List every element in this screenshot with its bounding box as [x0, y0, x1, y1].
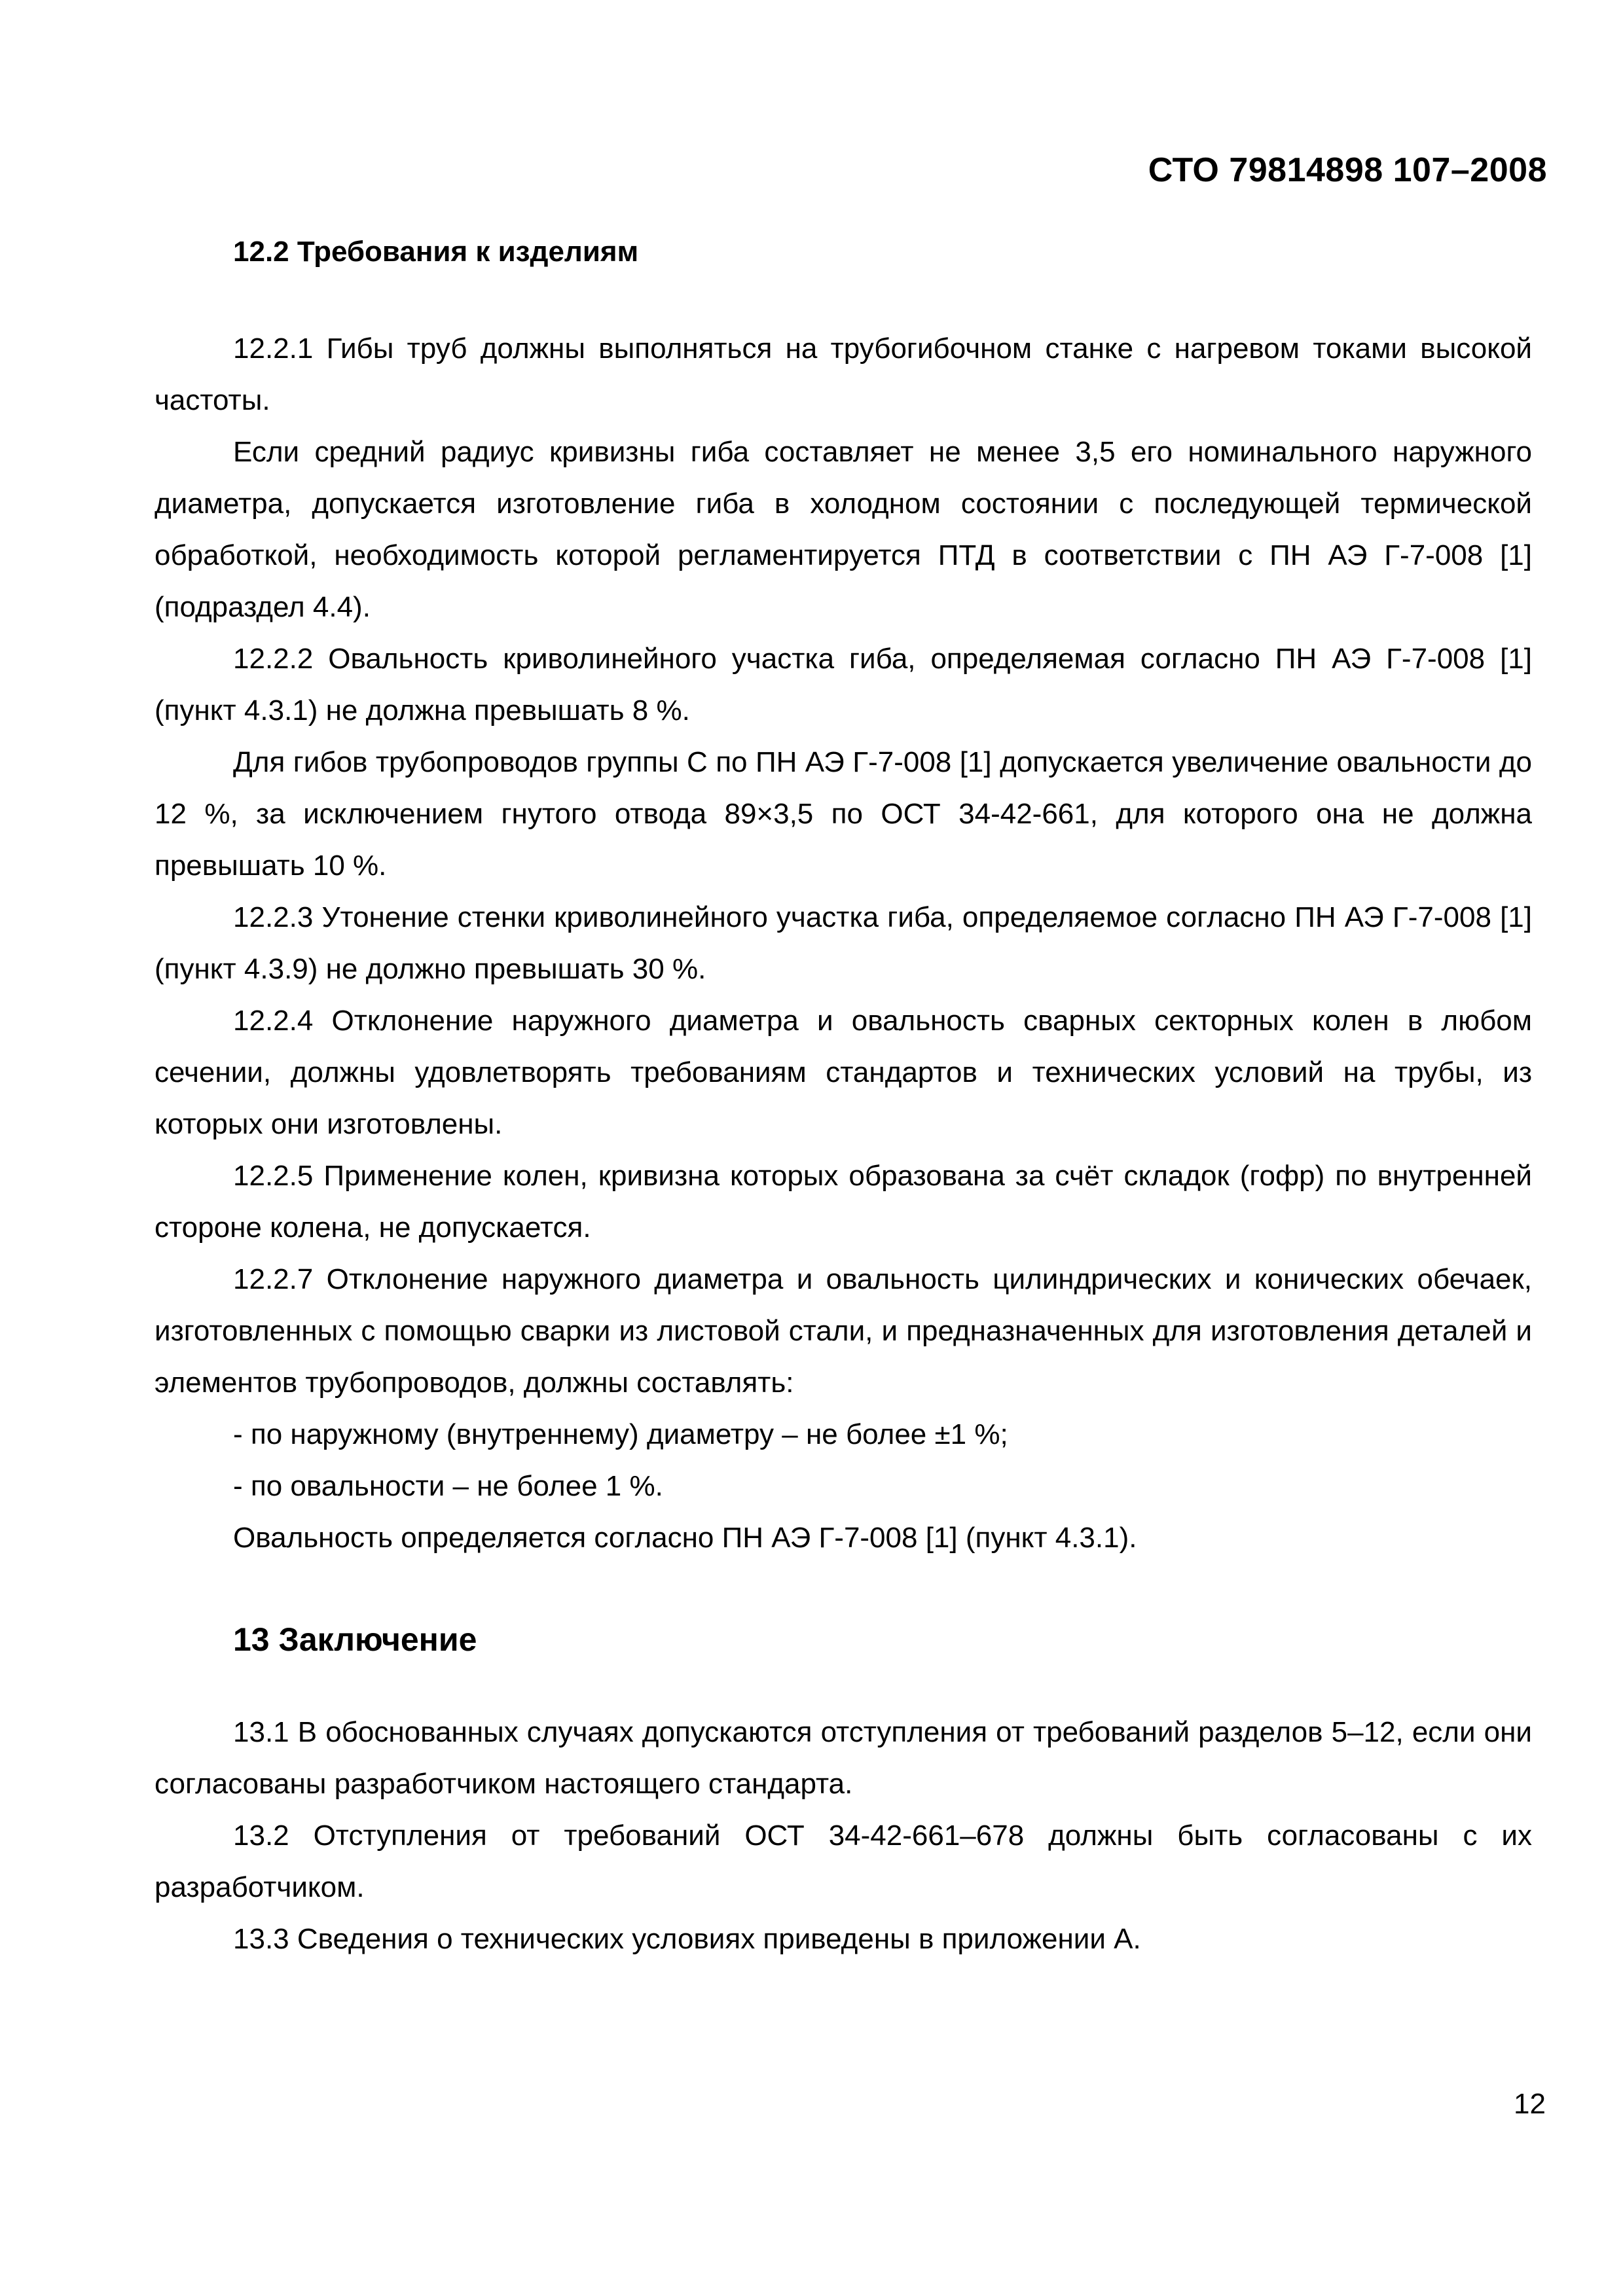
paragraph-12-2-3: 12.2.3 Утонение стенки криволинейного участка гиба, определяемое согласно ПН АЭ Г-7-008 [1] (пункт 4.3.9) не должно превышать 30 %. [155, 901, 1532, 985]
paragraph-13-2: 13.2 Отступления от требований ОСТ 34-42-661–678 должны быть согласованы с их разработчиком. [155, 1820, 1532, 1903]
page-number: 12 [1514, 2088, 1546, 2120]
paragraph-12-2-4: 12.2.4 Отклонение наружного диаметра и овальность сварных секторных колен в любом сечении, должны удовлетворять требованиям стандартов и технических условий на трубы, из которых они изготовлены. [155, 1005, 1532, 1140]
spacer [155, 1666, 1532, 1706]
paragraph-12-2-1: 12.2.1 Гибы труб должны выполняться на трубогибочном станке с нагревом токами высокой частоты. [155, 332, 1532, 416]
paragraph-13-3: 13.3 Сведения о технических условиях приведены в приложении А. [233, 1923, 1141, 1955]
paragraph-radius-note: Если средний радиус кривизны гиба составляет не менее 3,5 его номинального наружного диаметра, допускается изготовление гиба в холодном состоянии с последующей термической обработкой, необходимость которой регламентируется ПТД в соответствии с ПН АЭ Г-7-008 [1] (подраздел 4.4). [155, 436, 1532, 623]
paragraph-12-2-5: 12.2.5 Применение колен, кривизна которых образована за счёт складок (гофр) по внутренней стороне колена, не допускается. [155, 1160, 1532, 1244]
spacer [155, 278, 1532, 323]
paragraph-12-2-7: 12.2.7 Отклонение наружного диаметра и овальность цилиндрических и конических обечаек, изготовленных с помощью сварки из листовой стали, и предназначенных для изготовления деталей и элементов трубопроводов, должны составлять: [155, 1263, 1532, 1399]
section-12-2-title: 12.2 Требования к изделиям [233, 236, 639, 268]
document-body [155, 226, 1532, 1965]
spacer [155, 1564, 1532, 1613]
paragraph-group-c-note: Для гибов трубопроводов группы С по ПН АЭ Г-7-008 [1] допускается увеличение овальности до 12 %, за исключением гнутого отвода 89×3,5 по ОСТ 34-42-661, для которого она не должна превышать 10 %. [155, 746, 1532, 882]
paragraph-ovality-method: Овальность определяется согласно ПН АЭ Г-7-008 [1] (пункт 4.3.1). [233, 1522, 1137, 1554]
list-item-diameter: - по наружному (внутреннему) диаметру – не более ±1 %; [233, 1418, 1008, 1450]
section-13-title: 13 Заключение [233, 1621, 477, 1658]
document-code-header: СТО 79814898 107–2008 [1148, 151, 1547, 189]
paragraph-13-1: 13.1 В обоснованных случаях допускаются отступления от требований разделов 5–12, если они согласованы разработчиком настоящего стандарта. [155, 1716, 1532, 1800]
list-item-ovality: - по овальности – не более 1 %. [233, 1470, 663, 1502]
paragraph-12-2-2: 12.2.2 Овальность криволинейного участка гиба, определяемая согласно ПН АЭ Г-7-008 [1] (пункт 4.3.1) не должна превышать 8 %. [155, 643, 1532, 726]
